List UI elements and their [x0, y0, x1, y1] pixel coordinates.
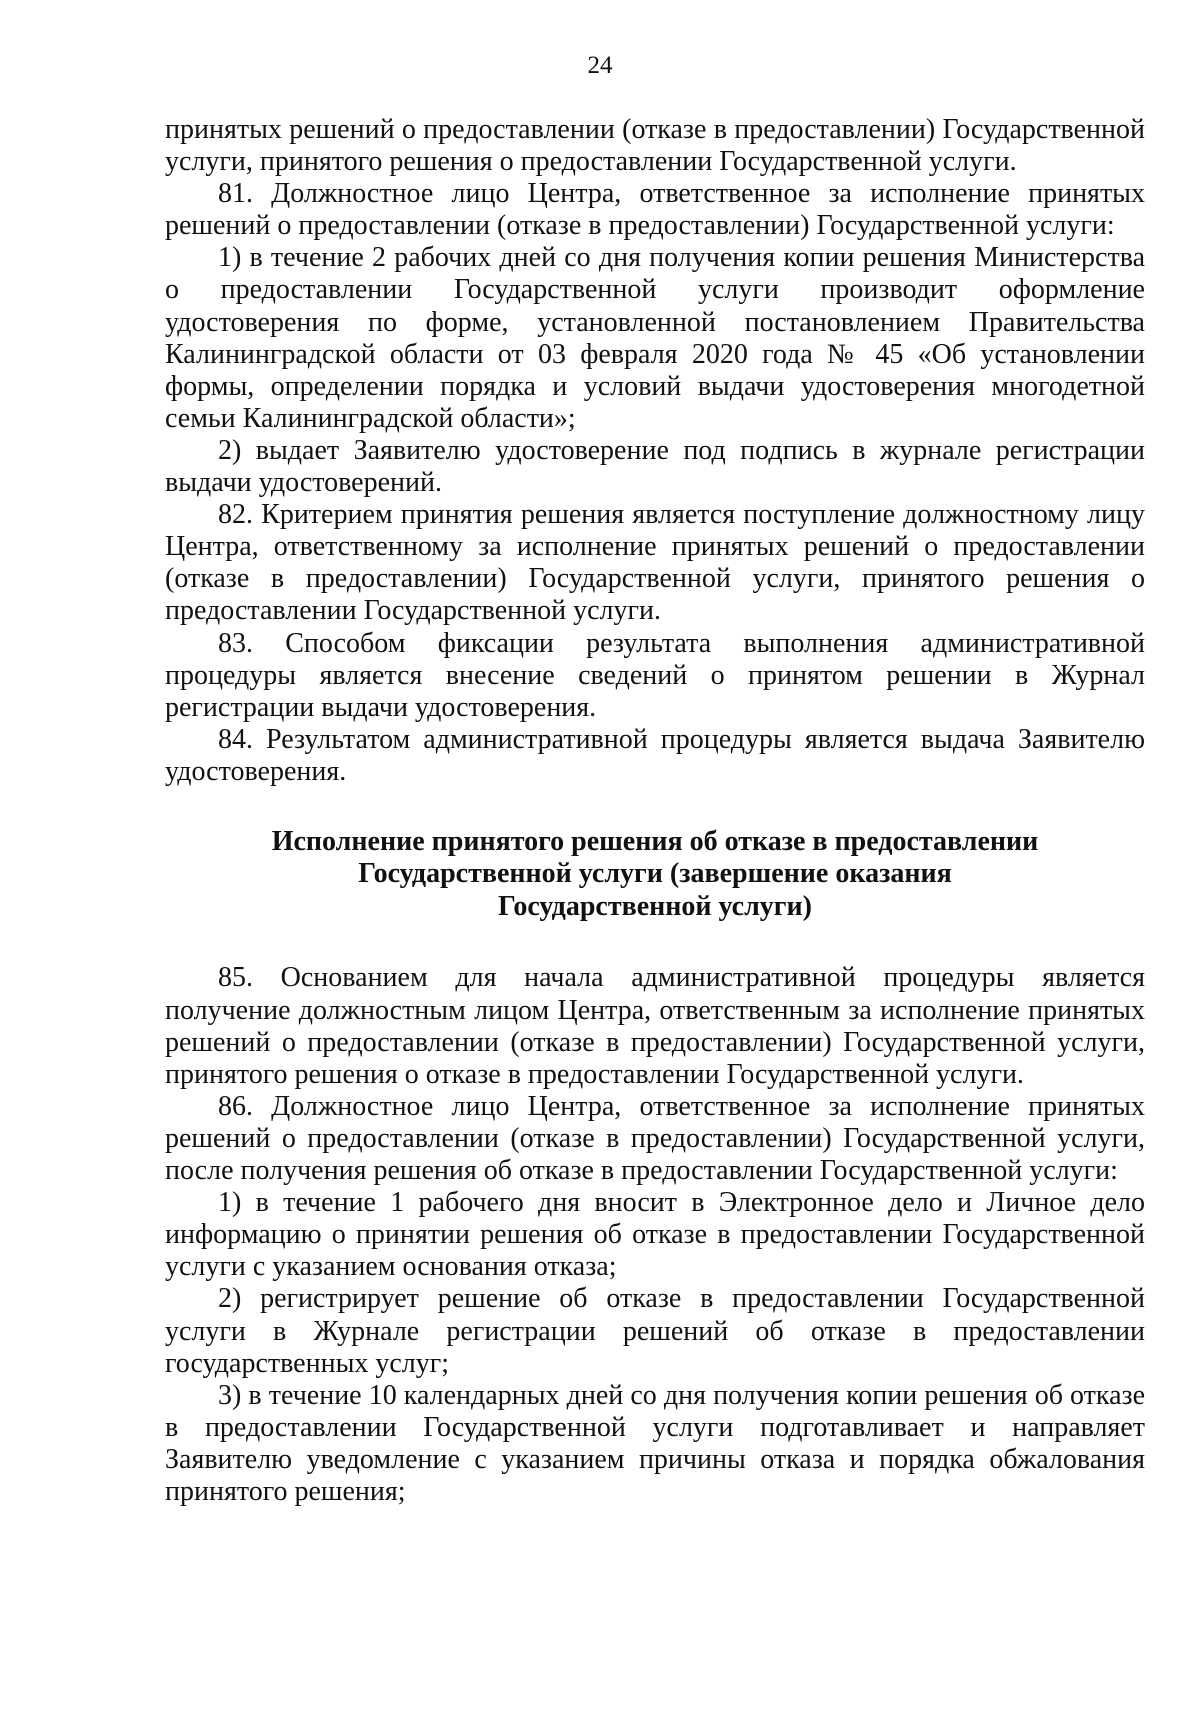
paragraph-86-item-3: 3) в течение 10 календарных дней со дня получения копии решения об отказе в предоставлении Государственной услуги подготавливает и направляет Заявителю уведомление с указанием причины отказа и порядка обжалования принятого решения;	[165, 1379, 1145, 1507]
paragraph-83: 83. Способом фиксации результата выполнения административной процедуры является внесение сведений о принятом решении в Журнал регистрации выдачи удостоверения.	[165, 627, 1145, 723]
paragraph-81-item-1: 1) в течение 2 рабочих дней со дня получения копии решения Министерства о предоставлении Государственной услуги производит оформление удостоверения по форме, установленной постановлением Правительства Калининградской области от 03 февраля 2020 года № 45 «Об установлении формы, определении порядка и условий выдачи удостоверения многодетной семьи Калининградской области»;	[165, 242, 1145, 434]
paragraph-84: 84. Результатом административной процедуры является выдача Заявителю удостоверения.	[165, 723, 1145, 787]
section-heading-line-3: Государственной услуги)	[498, 890, 812, 922]
paragraph-82: 82. Критерием принятия решения является поступление должностному лицу Центра, ответственному за исполнение принятых решений о предоставлении (отказе в предоставлении) Государственной услуги, принятого решения о предоставлении Государственной услуги.	[165, 499, 1145, 627]
page-number: 24	[587, 52, 613, 79]
paragraph-85: 85. Основанием для начала административной процедуры является получение должностным лицом Центра, ответственным за исполнение принятых решений о предоставлении (отказе в предоставлении) Государственной услуги, принятого решения о отказе в предоставлении Государственной услуги.	[165, 962, 1145, 1090]
paragraph-81: 81. Должностное лицо Центра, ответственное за исполнение принятых решений о предоставлении (отказе в предоставлении) Государственной услуги:	[165, 178, 1145, 242]
section-heading-line-2: Государственной услуги (завершение оказания	[358, 858, 952, 890]
document-body	[165, 114, 1145, 1508]
paragraph-81-item-2: 2) выдает Заявителю удостоверение под подпись в журнале регистрации выдачи удостоверений.	[165, 434, 1145, 499]
paragraph-86-item-2: 2) регистрирует решение об отказе в предоставлении Государственной услуги в Журнале регистрации решений об отказе в предоставлении государственных услуг;	[165, 1283, 1145, 1379]
paragraph-86: 86. Должностное лицо Центра, ответственное за исполнение принятых решений о предоставлении (отказе в предоставлении) Государственной услуги, после получения решения об отказе в предоставлении Государственной услуги:	[165, 1090, 1145, 1187]
paragraph-continuation: принятых решений о предоставлении (отказе в предоставлении) Государственной услуги, принятого решения о предоставлении Государственной услуги.	[165, 114, 1145, 178]
section-heading-line-1: Исполнение принятого решения об отказе в предоставлении	[271, 825, 1039, 857]
section-heading	[165, 826, 1145, 924]
paragraph-86-item-1: 1) в течение 1 рабочего дня вносит в Электронное дело и Личное дело информацию о принятии решения об отказе в предоставлении Государственной услуги с указанием основания отказа;	[165, 1187, 1145, 1283]
